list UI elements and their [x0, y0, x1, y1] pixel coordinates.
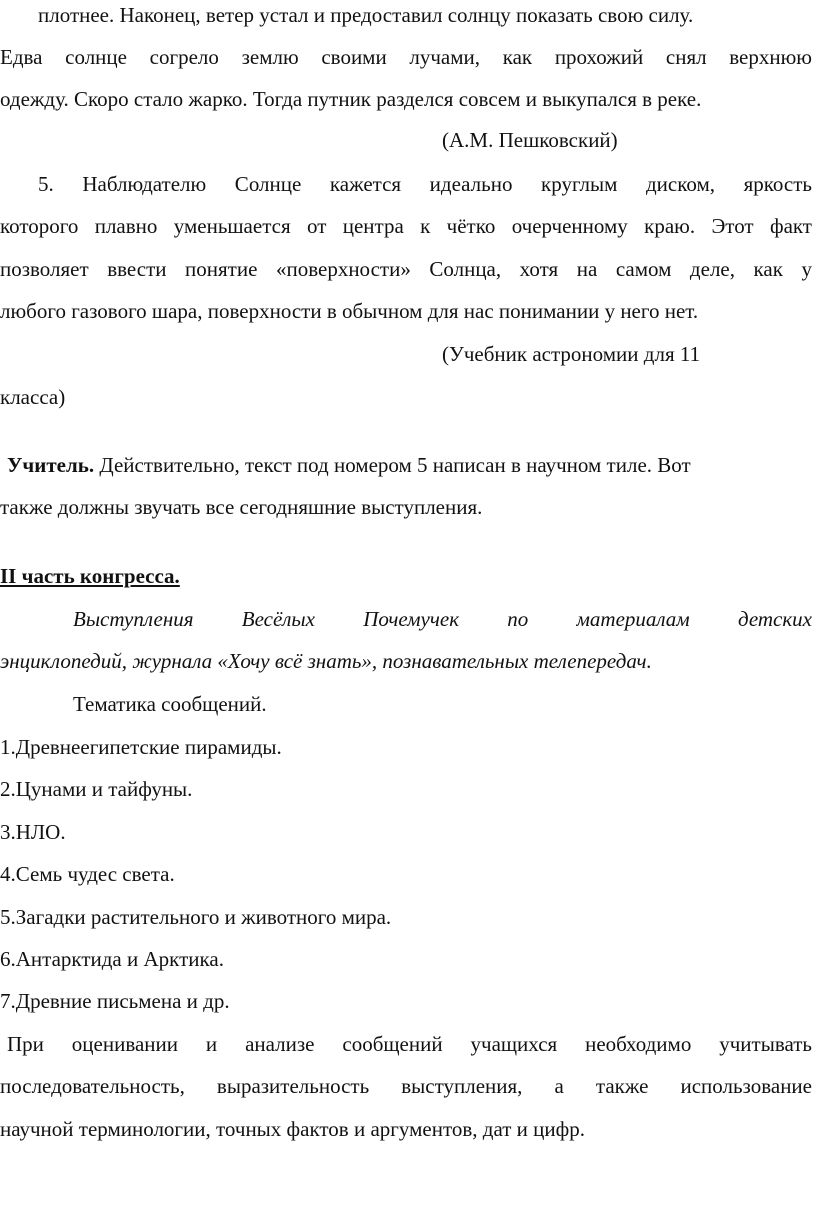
text-line: позволяет ввести понятие «поверхности» Солнца, хотя на самом деле, как у	[0, 257, 812, 281]
list-item: 3.НЛО.	[0, 820, 66, 844]
text-line: научной терминологии, точных фактов и аргументов, дат и цифр.	[0, 1117, 585, 1141]
text-line: одежду. Скоро стало жарко. Тогда путник разделся совсем и выкупался в реке.	[0, 87, 702, 111]
text-line: Едва солнце согрело землю своими лучами, как прохожий снял верхнюю	[0, 45, 812, 69]
attribution: класса)	[0, 385, 66, 409]
list-item: 4.Семь чудес света.	[0, 862, 175, 886]
list-item: 1.Древнеегипетские пирамиды.	[0, 735, 282, 759]
list-item: 7.Древние письмена и др.	[0, 989, 230, 1013]
teacher-line	[7, 452, 812, 478]
text-line: Выступления Весёлых Почемучек по материалам детских	[73, 607, 812, 631]
text-line: энциклопедий, журнала «Хочу всё знать», познавательных телепередач.	[0, 649, 652, 673]
attribution: (А.М. Пешковский)	[442, 128, 618, 152]
list-item: 2.Цунами и тайфуны.	[0, 777, 193, 801]
text-line: которого плавно уменьшается от центра к чётко очерченному краю. Этот факт	[0, 214, 812, 238]
attribution: (Учебник астрономии для 11	[442, 342, 701, 366]
text-line: последовательность, выразительность выступления, а также использование	[0, 1074, 812, 1098]
list-item: 5.Загадки растительного и животного мира.	[0, 905, 392, 929]
topics-title: Тематика сообщений.	[73, 692, 267, 716]
speaker-label: Учитель.	[7, 453, 95, 477]
text-line: плотнее. Наконец, ветер устал и предоставил солнцу показать свою силу.	[38, 3, 694, 27]
list-item: 6.Антарктида и Арктика.	[0, 947, 224, 971]
text-line: При оценивании и анализе сообщений учащихся необходимо учитывать	[7, 1032, 812, 1056]
teacher-text: Действительно, текст под номером 5 написан в научном тиле. Вот	[94, 453, 691, 477]
text-line: 5. Наблюдателю Солнце кажется идеально круглым диском, яркость	[38, 172, 812, 196]
text-line: любого газового шара, поверхности в обычном для нас понимании у него нет.	[0, 299, 699, 323]
section-heading: II часть конгресса.	[0, 564, 180, 588]
text-line: также должны звучать все сегодняшние выступления.	[0, 495, 483, 519]
